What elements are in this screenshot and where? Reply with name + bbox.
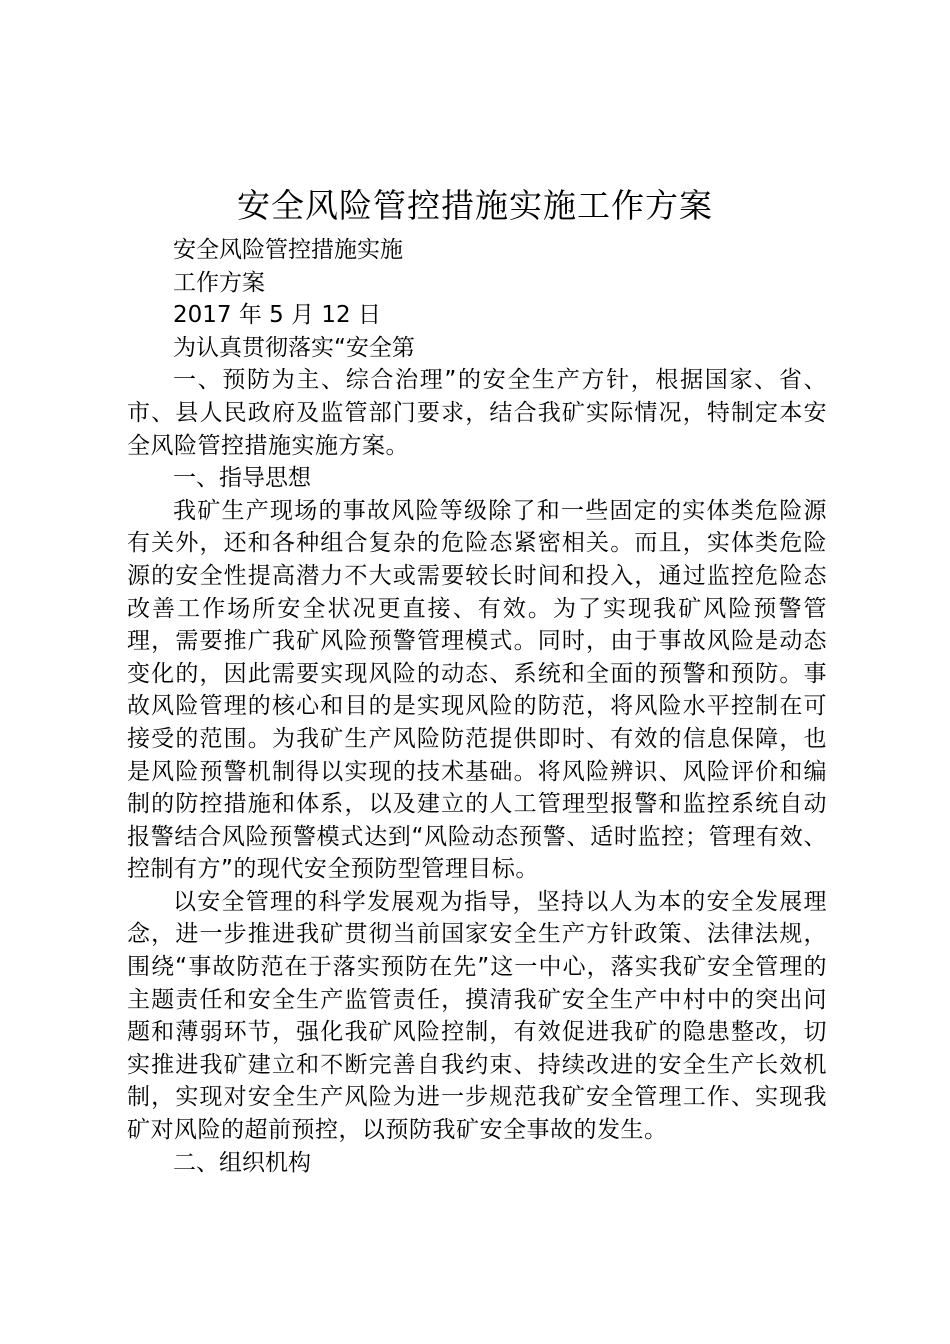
document-body [127,234,827,1179]
section1-paragraph-1: 我矿生产现场的事故风险等级除了和一些固定的实体类危险源有关外，还和各种组合复杂的危险态紧密相关。而且，实体类危险源的安全性提高潜力不大或需要较长时间和投入，通过监控危险态改善工作场所安全状况更直接、有效。为了实现我矿风险预警管理，需要推广我矿风险预警管理模式。同时，由于事故风险是动态变化的，因此需要实现风险的动态、系统和全面的预警和预防。事故风险管理的核心和目的是实现风险的防范，将风险水平控制在可接受的范围。为我矿生产风险防范提供即时、有效的信息保障，也是风险预警机制得以实现的技术基础。将风险辨识、风险评价和编制的防控措施和体系，以及建立的人工管理型报警和监控系统自动报警结合风险预警模式达到“风险动态预警、适时监控；管理有效、控制有方”的现代安全预防型管理目标。 [127,497,827,883]
date-line: 2017 年 5 月 12 日 [173,302,381,329]
document-title: 安全风险管控措施实施工作方案 [237,186,713,225]
subtitle-line-1: 安全风险管控措施实施 [173,237,403,263]
section-heading-organization: 二、组织机构 [173,1149,311,1176]
subtitle-line-2: 工作方案 [173,269,265,296]
intro-paragraph: 一、预防为主、综合治理”的安全生产方针，根据国家、省、市、县人民政府及监管部门要求，结合我矿实际情况，特制定本安全风险管控措施实施方案。 [127,367,827,459]
section-heading-guiding-thought: 一、指导思想 [173,465,311,492]
section1-paragraph-2: 以安全管理的科学发展观为指导，坚持以人为本的安全发展理念，进一步推进我矿贯彻当前国家安全生产方针政策、法律法规，围绕“事故防范在于落实预防在先”这一中心，落实我矿安全管理的主题责任和安全生产监管责任，摸清我矿安全生产中村中的突出问题和薄弱环节，强化我矿风险控制，有效促进我矿的隐患整改，切实推进我矿建立和不断完善自我约束、持续改进的安全生产长效机制，实现对安全生产风险为进一步规范我矿安全管理工作、实现我矿对风险的超前预控，以预防我矿安全事故的发生。 [127,888,827,1144]
intro-opening-line: 为认真贯彻落实“安全第 [173,334,415,361]
